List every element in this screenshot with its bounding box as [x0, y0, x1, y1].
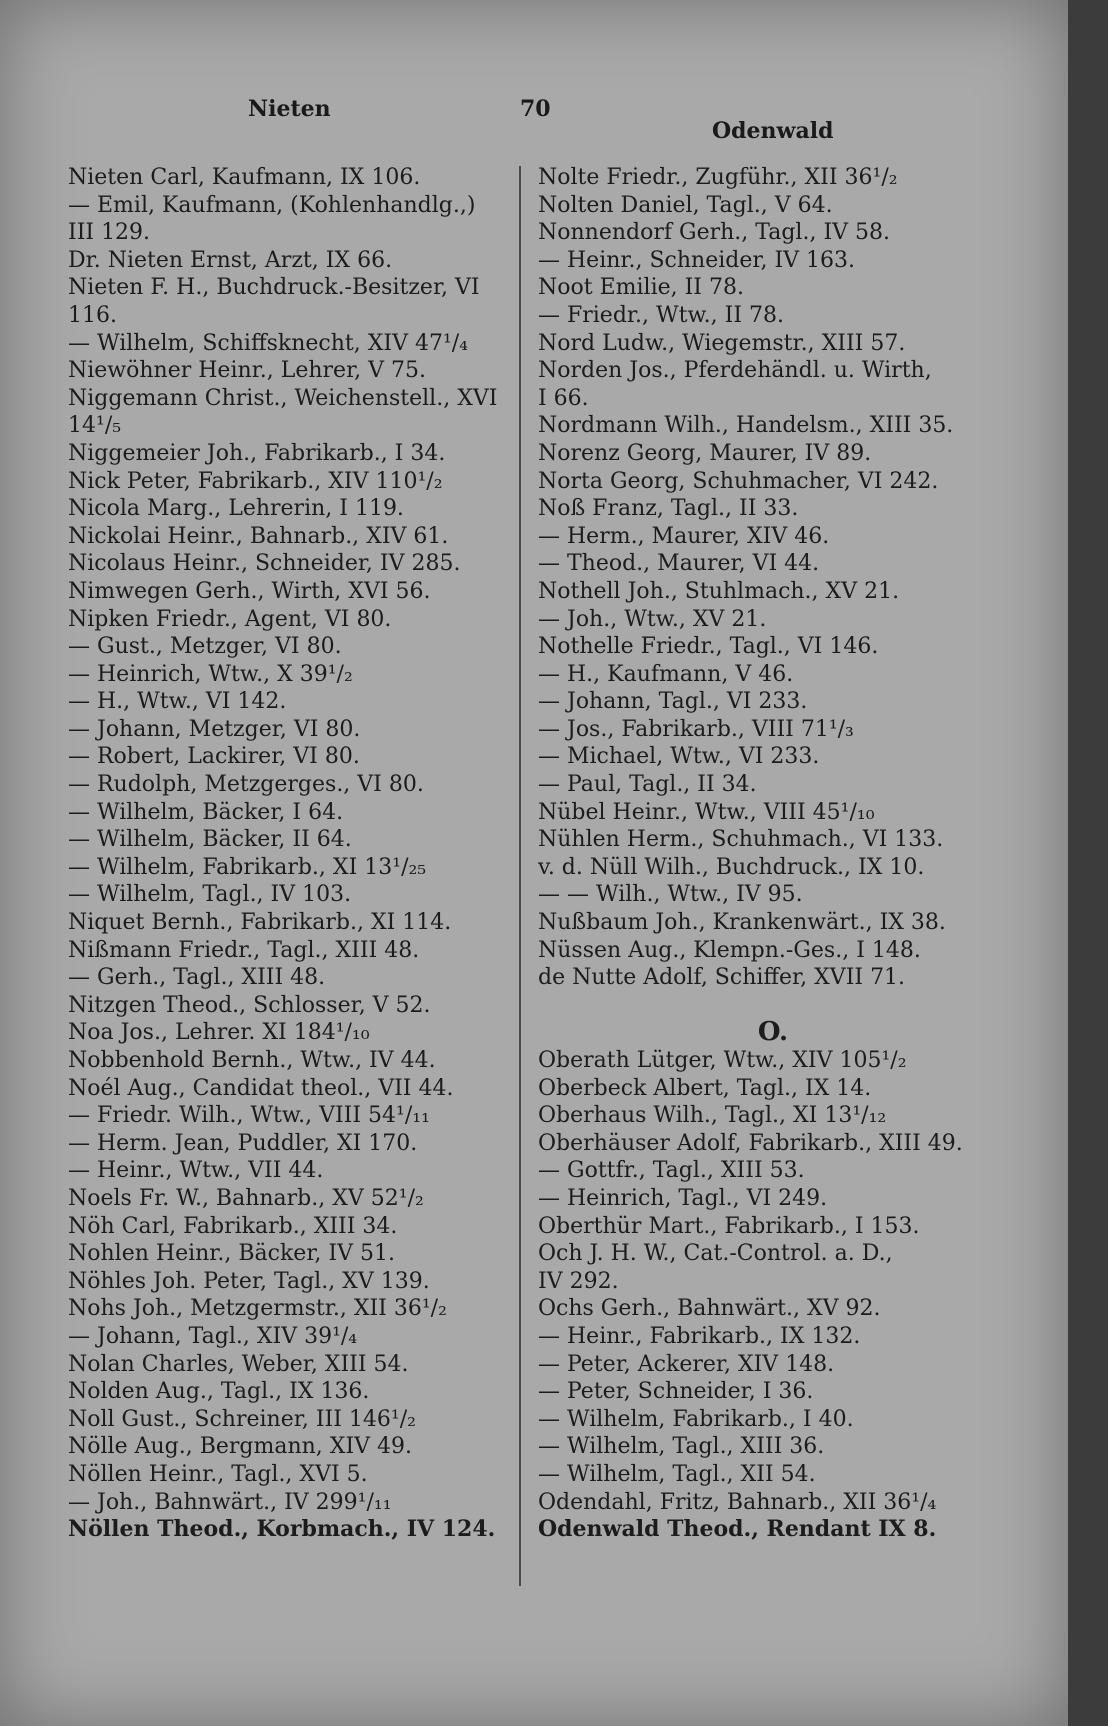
directory-entry: Niggemann Christ., Weichenstell., XVI	[68, 385, 498, 411]
directory-entry: — Herm. Jean, Puddler, XI 170.	[68, 1130, 418, 1156]
left-column	[68, 164, 506, 1544]
directory-entry: v. d. Nüll Wilh., Buchdruck., IX 10.	[538, 854, 925, 880]
directory-entry: — H., Wtw., VI 142.	[68, 689, 287, 715]
directory-entry: Odendahl, Fritz, Bahnarb., XII 36¹/₄	[538, 1489, 937, 1515]
directory-entry: I 66.	[538, 385, 589, 411]
directory-entry: Nolan Charles, Weber, XIII 54.	[68, 1351, 409, 1377]
right-column	[538, 164, 1008, 1544]
directory-entry: — Wilhelm, Fabrikarb., I 40.	[538, 1406, 854, 1432]
directory-entry: — — Wilh., Wtw., IV 95.	[538, 882, 803, 908]
directory-entry: Oberhaus Wilh., Tagl., XI 13¹/₁₂	[538, 1103, 887, 1129]
directory-entry: Nußbaum Joh., Krankenwärt., IX 38.	[538, 910, 946, 936]
directory-entry: — Wilhelm, Tagl., XIII 36.	[538, 1434, 825, 1460]
directory-entry: Och J. H. W., Cat.-Control. a. D.,	[538, 1241, 893, 1267]
directory-entry: — Johann, Metzger, VI 80.	[68, 716, 361, 742]
directory-entry: Nohlen Heinr., Bäcker, IV 51.	[68, 1241, 395, 1267]
directory-entry: Nickolai Heinr., Bahnarb., XIV 61.	[68, 523, 449, 549]
directory-entry: Norden Jos., Pferdehändl. u. Wirth,	[538, 358, 932, 384]
directory-entry: Nübel Heinr., Wtw., VIII 45¹/₁₀	[538, 799, 875, 825]
directory-entry: — Gust., Metzger, VI 80.	[68, 634, 342, 660]
directory-entry: Nieten F. H., Buchdruck.-Besitzer, VI	[68, 275, 480, 301]
directory-entry: Dr. Nieten Ernst, Arzt, IX 66.	[68, 247, 393, 273]
directory-entry: — Peter, Schneider, I 36.	[538, 1379, 814, 1405]
directory-entry: Niquet Bernh., Fabrikarb., XI 114.	[68, 910, 452, 936]
directory-entry: — Friedr., Wtw., II 78.	[538, 302, 785, 328]
directory-entry: — Herm., Maurer, XIV 46.	[538, 523, 830, 549]
page-header	[0, 96, 1068, 144]
directory-entry: Oberbeck Albert, Tagl., IX 14.	[538, 1075, 872, 1101]
column-divider	[519, 166, 521, 1586]
directory-entry: Nicola Marg., Lehrerin, I 119.	[68, 496, 404, 522]
directory-entry: O.	[757, 1017, 789, 1048]
directory-entry: Oberath Lütger, Wtw., XIV 105¹/₂	[538, 1048, 907, 1073]
directory-entry: — Joh., Wtw., XV 21.	[538, 606, 767, 632]
directory-entry: — Wilhelm, Fabrikarb., XI 13¹/₂₅	[68, 854, 427, 880]
directory-entry: — Robert, Lackirer, VI 80.	[68, 744, 360, 770]
directory-entry: Nipken Friedr., Agent, VI 80.	[68, 606, 392, 632]
directory-entry: Nolden Aug., Tagl., IX 136.	[68, 1379, 370, 1405]
directory-entry: Odenwald Theod., Rendant IX 8.	[538, 1516, 937, 1543]
directory-entry: Nothell Joh., Stuhlmach., XV 21.	[538, 578, 900, 604]
directory-entry: Nobbenhold Bernh., Wtw., IV 44.	[68, 1048, 436, 1073]
directory-entry: — Heinrich, Wtw., X 39¹/₂	[68, 661, 353, 687]
directory-entry: — Wilhelm, Schiffsknecht, XIV 47¹/₄	[68, 330, 468, 356]
directory-entry	[538, 992, 1008, 1020]
directory-entry: Nitzgen Theod., Schlosser, V 52.	[68, 992, 431, 1018]
directory-entry: — Gottfr., Tagl., XIII 53.	[538, 1158, 805, 1184]
directory-entry: — Wilhelm, Tagl., XII 54.	[538, 1461, 816, 1487]
directory-entry: Noél Aug., Candidat theol., VII 44.	[68, 1075, 454, 1101]
directory-entry: Noot Emilie, II 78.	[538, 275, 744, 301]
directory-entry: Oberhäuser Adolf, Fabrikarb., XIII 49.	[538, 1130, 963, 1156]
directory-entry: — Heinr., Wtw., VII 44.	[68, 1158, 324, 1184]
page-number: 70	[520, 96, 551, 122]
directory-entry: — Rudolph, Metzgerges., VI 80.	[68, 772, 424, 798]
directory-entry: Norta Georg, Schuhmacher, VI 242.	[538, 468, 939, 494]
header-right-keyword: Odenwald	[712, 118, 834, 144]
directory-entry: Nonnendorf Gerh., Tagl., IV 58.	[538, 220, 890, 246]
directory-entry: — Wilhelm, Bäcker, II 64.	[68, 827, 352, 853]
directory-entry: Norenz Georg, Maurer, IV 89.	[538, 440, 872, 466]
header-left-keyword: Nieten	[248, 96, 331, 122]
directory-entry: — Michael, Wtw., VI 233.	[538, 744, 820, 770]
directory-entry: III 129.	[68, 220, 151, 246]
directory-entry: — Johann, Tagl., VI 233.	[538, 689, 808, 715]
directory-entry: — Joh., Bahnwärt., IV 299¹/₁₁	[68, 1489, 392, 1515]
page-edge	[1068, 0, 1108, 1726]
directory-entry: Nöhles Joh. Peter, Tagl., XV 139.	[68, 1268, 430, 1294]
directory-entry: Nißmann Friedr., Tagl., XIII 48.	[68, 937, 420, 963]
directory-entry: Nord Ludw., Wiegemstr., XIII 57.	[538, 330, 906, 356]
directory-entry: — Peter, Ackerer, XIV 148.	[538, 1351, 835, 1377]
directory-entry: — Jos., Fabrikarb., VIII 71¹/₃	[538, 716, 854, 742]
directory-entry: Nöllen Theod., Korbmach., IV 124.	[68, 1516, 496, 1543]
directory-entry: — Paul, Tagl., II 34.	[538, 772, 757, 798]
directory-entry: — Emil, Kaufmann, (Kohlenhandlg.,)	[68, 192, 476, 218]
directory-entry: — Wilhelm, Bäcker, I 64.	[68, 799, 344, 825]
directory-entry: Nüssen Aug., Klempn.-Ges., I 148.	[538, 937, 921, 963]
directory-entry: 116.	[68, 302, 117, 328]
directory-entry: Noß Franz, Tagl., II 33.	[538, 496, 799, 522]
directory-entry: Nothelle Friedr., Tagl., VI 146.	[538, 634, 879, 660]
directory-entry: Noa Jos., Lehrer. XI 184¹/₁₀	[68, 1020, 370, 1046]
directory-entry: Nölle Aug., Bergmann, XIV 49.	[68, 1434, 413, 1460]
directory-entry: — Wilhelm, Tagl., IV 103.	[68, 882, 352, 908]
directory-entry: Oberthür Mart., Fabrikarb., I 153.	[538, 1213, 920, 1239]
directory-entry: Noll Gust., Schreiner, III 146¹/₂	[68, 1406, 416, 1432]
directory-entry: Nolten Daniel, Tagl., V 64.	[538, 192, 833, 218]
directory-entry: Nohs Joh., Metzgermstr., XII 36¹/₂	[68, 1296, 447, 1322]
directory-entry: de Nutte Adolf, Schiffer, XVII 71.	[538, 965, 906, 991]
directory-entry: Nordmann Wilh., Handelsm., XIII 35.	[538, 413, 954, 439]
directory-entry: Niewöhner Heinr., Lehrer, V 75.	[68, 358, 427, 384]
directory-entry: Nieten Carl, Kaufmann, IX 106.	[68, 165, 421, 190]
directory-entry: Nimwegen Gerh., Wirth, XVI 56.	[68, 578, 431, 604]
directory-entry: Nühlen Herm., Schuhmach., VI 133.	[538, 827, 944, 853]
directory-entry: — Friedr. Wilh., Wtw., VIII 54¹/₁₁	[68, 1103, 430, 1129]
directory-entry: — Theod., Maurer, VI 44.	[538, 551, 820, 577]
directory-entry: Noels Fr. W., Bahnarb., XV 52¹/₂	[68, 1185, 424, 1211]
directory-entry: Ochs Gerh., Bahnwärt., XV 92.	[538, 1296, 881, 1322]
directory-entry: Nolte Friedr., Zugführ., XII 36¹/₂	[538, 165, 898, 190]
directory-entry: Niggemeier Joh., Fabrikarb., I 34.	[68, 440, 446, 466]
directory-entry: Nicolaus Heinr., Schneider, IV 285.	[68, 551, 461, 577]
directory-entry: — Heinrich, Tagl., VI 249.	[538, 1185, 828, 1211]
directory-entry: — Johann, Tagl., XIV 39¹/₄	[68, 1323, 358, 1349]
directory-entry: — Heinr., Fabrikarb., IX 132.	[538, 1323, 861, 1349]
directory-entry: — Heinr., Schneider, IV 163.	[538, 247, 856, 273]
directory-entry: IV 292.	[538, 1268, 619, 1294]
directory-entry: Nöllen Heinr., Tagl., XVI 5.	[68, 1461, 368, 1487]
directory-entry: 14¹/₅	[68, 413, 122, 439]
directory-entry: — Gerh., Tagl., XIII 48.	[68, 965, 326, 991]
directory-entry: Nöh Carl, Fabrikarb., XIII 34.	[68, 1213, 398, 1239]
directory-entry: Nick Peter, Fabrikarb., XIV 110¹/₂	[68, 468, 443, 494]
directory-entry: — H., Kaufmann, V 46.	[538, 661, 794, 687]
